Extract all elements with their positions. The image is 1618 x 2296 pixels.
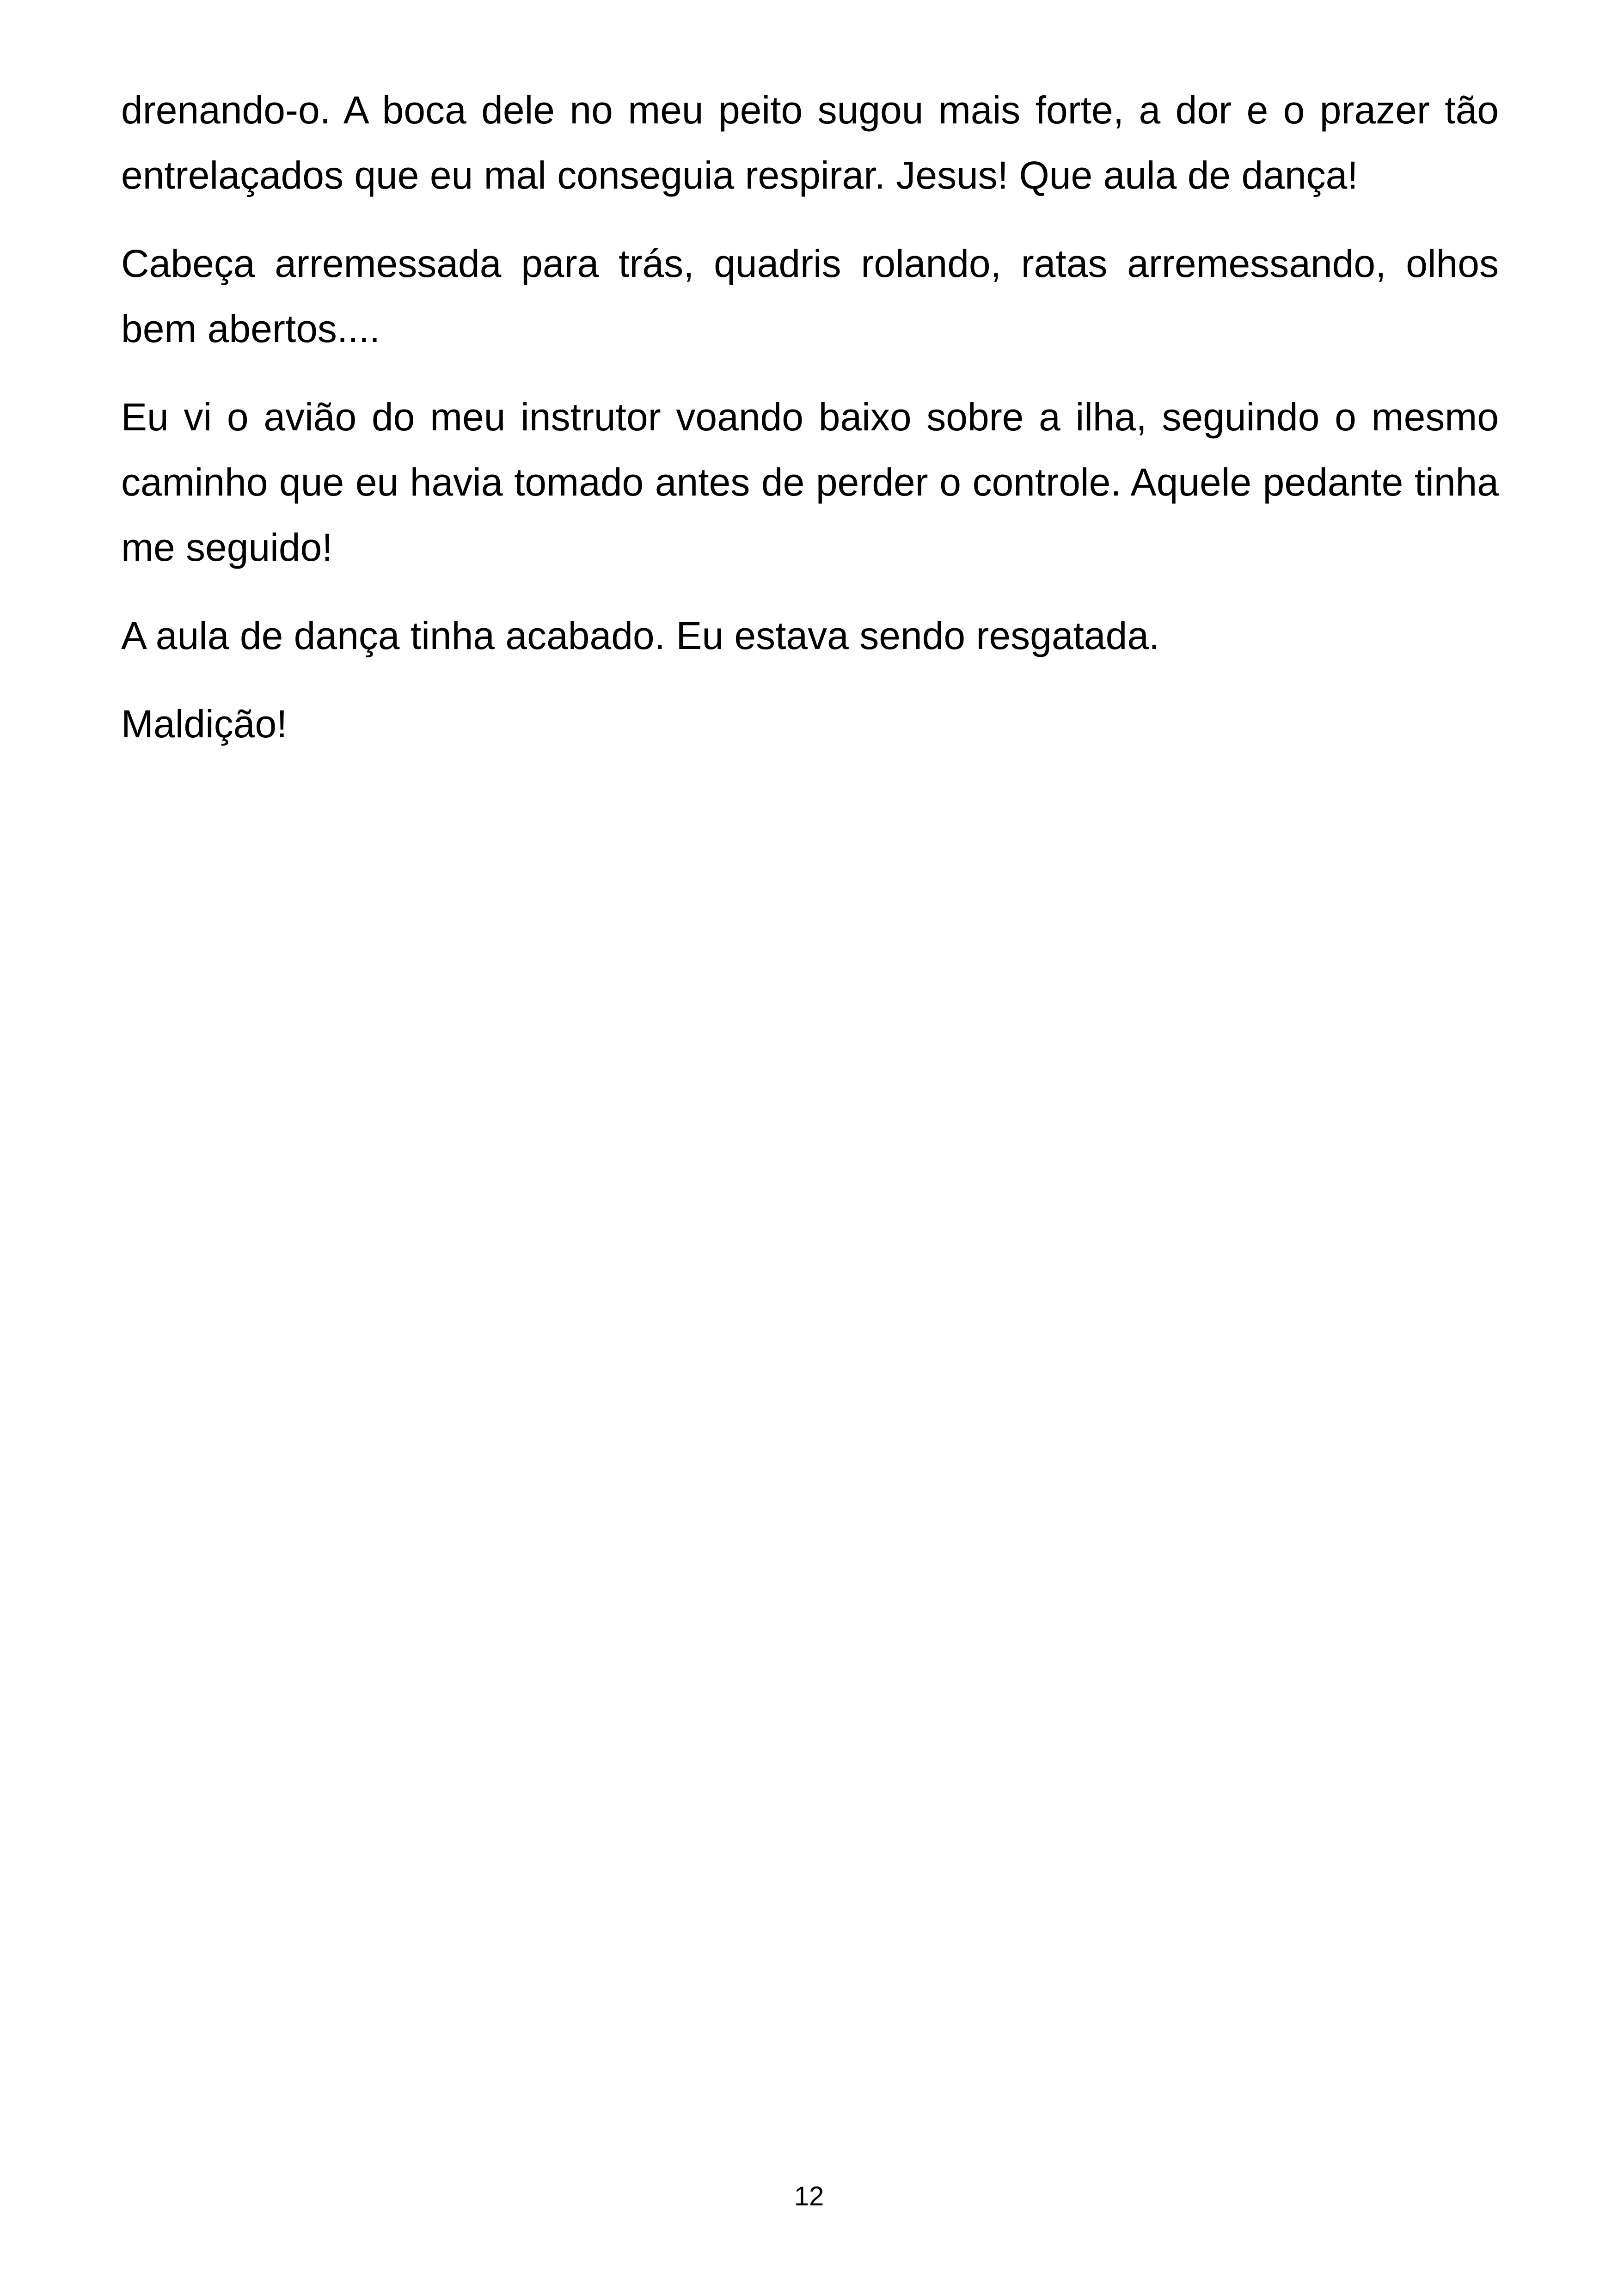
paragraph-5: Maldição!	[121, 702, 288, 746]
paragraph-4: A aula de dança tinha acabado. Eu estava sendo resgatada.	[121, 614, 1160, 657]
paragraph-2: Cabeça arremessada para trás, quadris rolando, ratas arremessando, olhos bem abertos....	[121, 242, 1499, 350]
page-number: 12	[794, 2181, 824, 2211]
paragraph-3: Eu vi o avião do meu instrutor voando baixo sobre a ilha, seguindo o mesmo caminho que eu havia tomado antes de perder o controle. Aquele pedante tinha me seguido!	[121, 395, 1499, 569]
paragraph-1: drenando-o. A boca dele no meu peito sugou mais forte, a dor e o prazer tão entrelaçados que eu mal conseguia respirar. Jesus! Que aula de dança!	[121, 88, 1499, 197]
body-text	[121, 78, 1499, 780]
